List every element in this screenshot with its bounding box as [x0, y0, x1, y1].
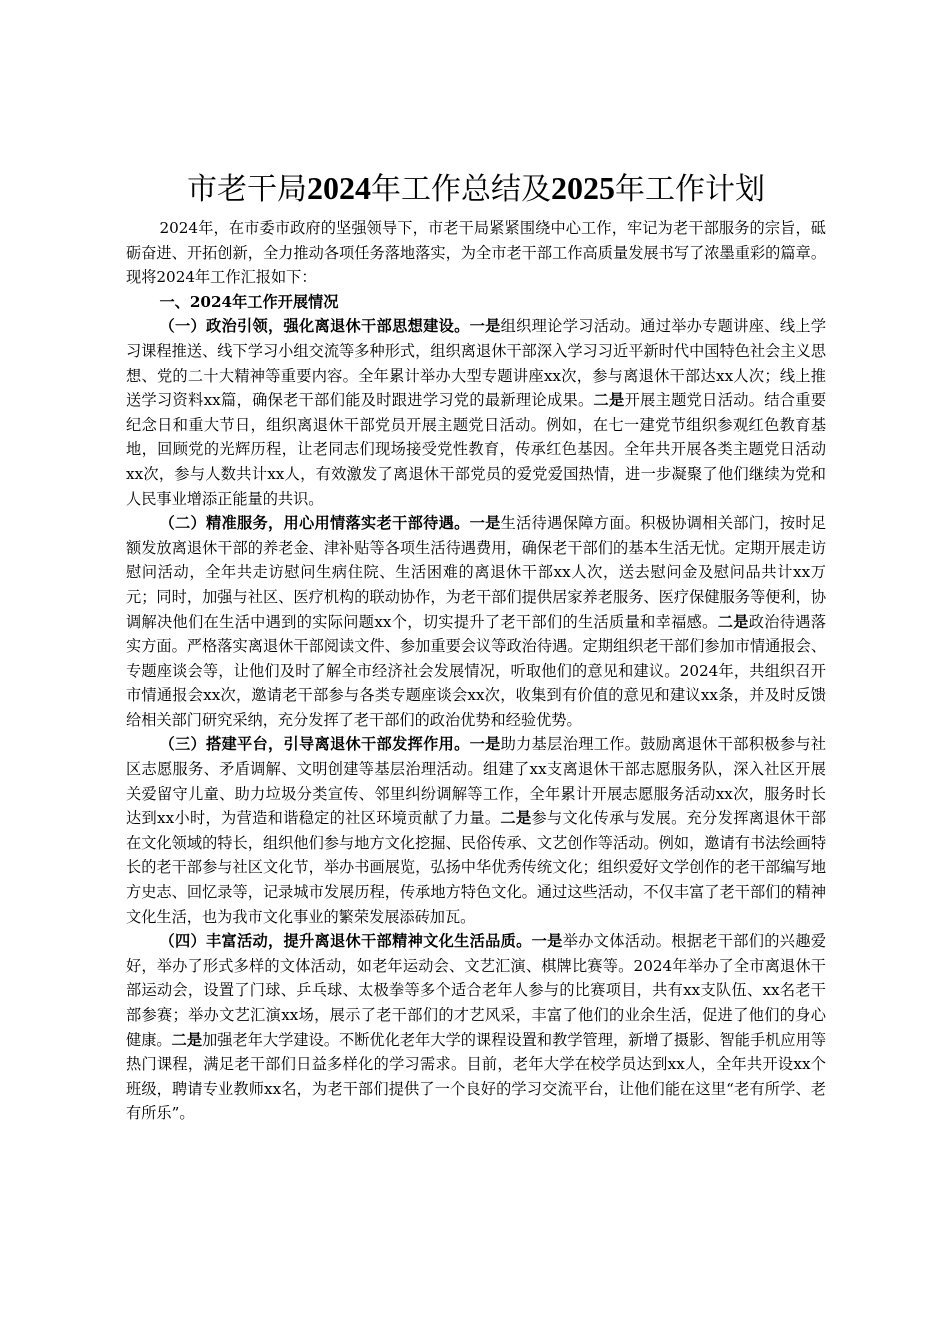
subsection-1-paragraph: [126, 314, 826, 511]
subsection-4-text-2: 加强老年大学建设。不断优化老年大学的课程设置和教学管理，新增了摄影、智能手机应用等热门课程，满足老干部们日益多样化的学习需求。目前，老年大学在校学员达到xx人，全年共开设xx个班级，聘请专业教师xx名，为老干部们提供了一个良好的学习交流平台，让他们能在这里“老有所学、老有所乐”。: [126, 1030, 827, 1123]
subsection-2-paragraph: [126, 511, 826, 732]
subsection-3-paragraph: [126, 732, 826, 929]
point-marker-first: 一是: [469, 735, 501, 754]
document-title: 市老干局2024年工作总结及2025年工作计划: [187, 170, 765, 207]
point-marker-second: 二是: [500, 809, 532, 828]
point-marker-first: 一是: [531, 932, 563, 951]
point-marker-first: 一是: [469, 317, 501, 336]
subsection-3-text-2: 参与文化传承与发展。充分发挥离退休干部在文化领域的特长，组织他们参与地方文化挖掘、民俗传承、文艺创作等活动。例如，邀请有书法绘画特长的老干部参与社区文化节，举办书画展览，弘扬中华优秀传统文化；组织爱好文学创作的老干部编写地方史志、回忆录等，记录城市发展历程，传承地方特色文化。通过这些活动，不仅丰富了老干部们的精神文化生活，也为我市文化事业的繁荣发展添砖加瓦。: [126, 809, 827, 926]
subsection-1-heading: （一）政治引领，强化离退休干部思想建设。: [159, 317, 470, 336]
subsection-4-paragraph: [126, 929, 826, 1126]
subsection-4-text-1: 举办文体活动。根据老干部们的兴趣爱好，举办了形式多样的文体活动，如老年运动会、文艺汇演、棋牌比赛等。2024年举办了全市离退休干部运动会，设置了门球、乒乓球、太极拳等多个适合老年人参与的比赛项目，共有xx支队伍、xx名老干部参赛；举办文艺汇演xx场，展示了老干部们的才艺风采，丰富了他们的业余生活，促进了他们的身心健康。: [126, 932, 827, 1049]
point-marker-second: 二是: [717, 612, 749, 631]
intro-paragraph: 2024年，在市委市政府的坚强领导下，市老干局紧紧围绕中心工作，牢记为老干部服务的宗旨，砥砺奋进、开拓创新，全力推动各项任务落地落实，为全市老干部工作高质量发展书写了浓墨重彩的篇章。现将2024年工作汇报如下：: [126, 219, 826, 287]
subsection-2-heading: （二）精准服务，用心用情落实老干部待遇。: [159, 514, 470, 533]
subsection-3-heading: （三）搭建平台，引导离退休干部发挥作用。: [159, 735, 470, 754]
point-marker-second: 二是: [171, 1030, 203, 1049]
subsection-2-text-2: 政治待遇落实方面。严格落实离退休干部阅读文件、参加重要会议等政治待遇。定期组织老干部们参加市情通报会、专题座谈会等，让他们及时了解全市经济社会发展情况，听取他们的意见和建议。2024年，共组织召开市情通报会xx次，邀请老干部参与各类专题座谈会xx次，收集到有价值的意见和建议xx条，并及时反馈给相关部门研究采纳，充分发挥了老干部们的政治优势和经验优势。: [126, 612, 826, 729]
point-marker-second: 二是: [593, 391, 625, 410]
subsection-1-text-1: 组织理论学习活动。通过举办专题讲座、线上学习课程推送、线下学习小组交流等多种形式，组织离退休干部深入学习习近平新时代中国特色社会主义思想、党的二十大精神等重要内容。全年累计举办大型专题讲座xx次，参与离退休干部达xx人次；线上推送学习资料xx篇，确保老干部们能及时跟进学习党的最新理论成果。: [126, 317, 827, 410]
subsection-3-text-1: 助力基层治理工作。鼓励离退休干部积极参与社区志愿服务、矛盾调解、文明创建等基层治理活动。组建了xx支离退休干部志愿服务队，深入社区开展关爱留守儿童、助力垃圾分类宣传、邻里纠纷调解等工作，全年累计开展志愿服务活动xx次，服务时长达到xx小时，为营造和谐稳定的社区环境贡献了力量。: [126, 735, 827, 828]
subsection-4-heading: （四）丰富活动，提升离退休干部精神文化生活品质。: [159, 932, 532, 951]
point-marker-first: 一是: [469, 514, 501, 533]
document-body: [126, 168, 826, 1126]
section-heading: 一、2024年工作开展情况: [159, 292, 339, 311]
subsection-1-text-2: 开展主题党日活动。结合重要纪念日和重大节日，组织离退休干部党员开展主题党日活动。例如，在七一建党节组织参观红色教育基地，回顾党的光辉历程，让老同志们现场接受党性教育，传承红色基因。全年共开展各类主题党日活动xx次，参与人数共计xx人，有效激发了离退休干部党员的爱党爱国热情，进一步凝聚了他们继续为党和人民事业增添正能量的共识。: [126, 391, 826, 508]
subsection-2-text-1: 生活待遇保障方面。积极协调相关部门，按时足额发放离退休干部的养老金、津补贴等各项生活待遇费用，确保老干部们的基本生活无忧。定期开展走访慰问活动，全年共走访慰问生病住院、生活困难的离退休干部xx人次，送去慰问金及慰问品共计xx万元；同时，加强与社区、医疗机构的联动协作，为老干部们提供居家养老服务、医疗保健服务等便利，协调解决他们在生活中遇到的实际问题xx个，切实提升了老干部们的生活质量和幸福感。: [126, 514, 827, 631]
